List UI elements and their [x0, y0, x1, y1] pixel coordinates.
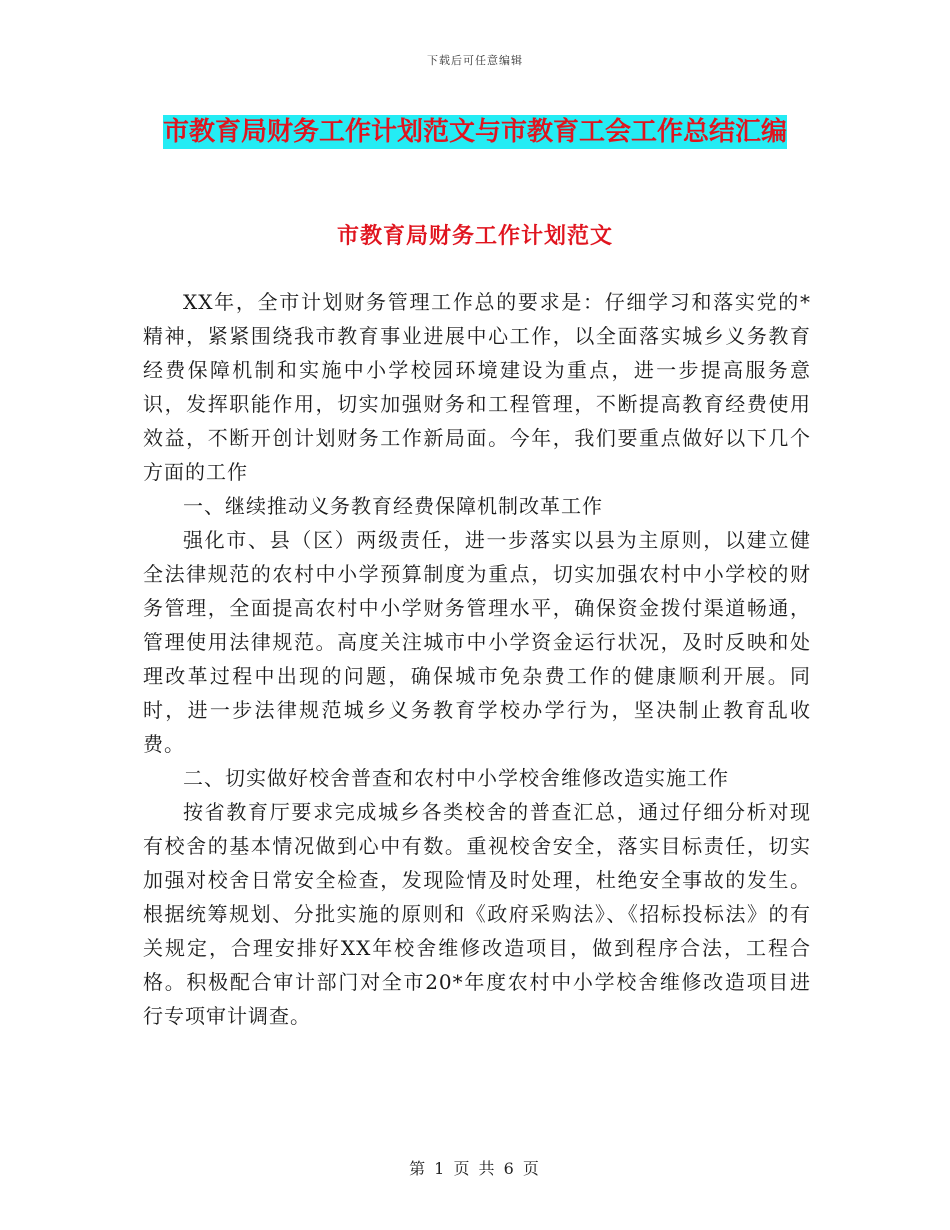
paragraph-1: 强化市、县（区）两级责任，进一步落实以县为主原则，以建立健全法律规范的农村中小学预算制度为重点，切实加强农村中小学校的财务管理，全面提高农村中小学财务管理水平，确保资金拨付渠道畅通，管理使用法律规范。高度关注城市中小学资金运行状况，及时反映和处理改革过程中出现的问题，确保城市免杂费工作的健康顺利开展。同时，进一步法律规范城乡义务教育学校办学行为，坚决制止教育乱收费。 — [143, 528, 811, 756]
sub-heading-2: 二、切实做好校舍普查和农村中小学校舍维修改造实施工作 — [183, 766, 729, 790]
main-title-text: 市教育局财务工作计划范文与市教育工会工作总结汇编 — [162, 117, 787, 147]
sub-heading-1: 一、继续推动义务教育经费保障机制改革工作 — [183, 494, 603, 518]
page-indicator: 第 1 页 共 6 页 — [409, 1159, 541, 1178]
section-title: 市教育局财务工作计划范文 — [336, 223, 613, 249]
header-note: 下载后可任意编辑 — [427, 54, 523, 67]
document-body — [143, 285, 811, 1033]
paragraph-intro: XX年，全市计划财务管理工作总的要求是：仔细学习和落实党的*精神，紧紧围绕我市教育事业进展中心工作，以全面落实城乡义务教育经费保障机制和实施中小学校园环境建设为重点，进一步提高服务意识，发挥职能作用，切实加强财务和工程管理，不断提高教育经费使用效益，不断开创计划财务工作新局面。今年，我们要重点做好以下几个方面的工作 — [143, 290, 811, 484]
paragraph-2: 按省教育厅要求完成城乡各类校舍的普查汇总，通过仔细分析对现有校舍的基本情况做到心中有数。重视校舍安全，落实目标责任，切实加强对校舍日常安全检查，发现险情及时处理，杜绝安全事故的发生。根据统筹规划、分批实施的原则和《政府采购法》、《招标投标法》的有关规定，合理安排好XX年校舍维修改造项目，做到程序合法，工程合格。积极配合审计部门对全市20*年度农村中小学校舍维修改造项目进行专项审计调查。 — [143, 800, 811, 1028]
main-title — [140, 110, 810, 154]
